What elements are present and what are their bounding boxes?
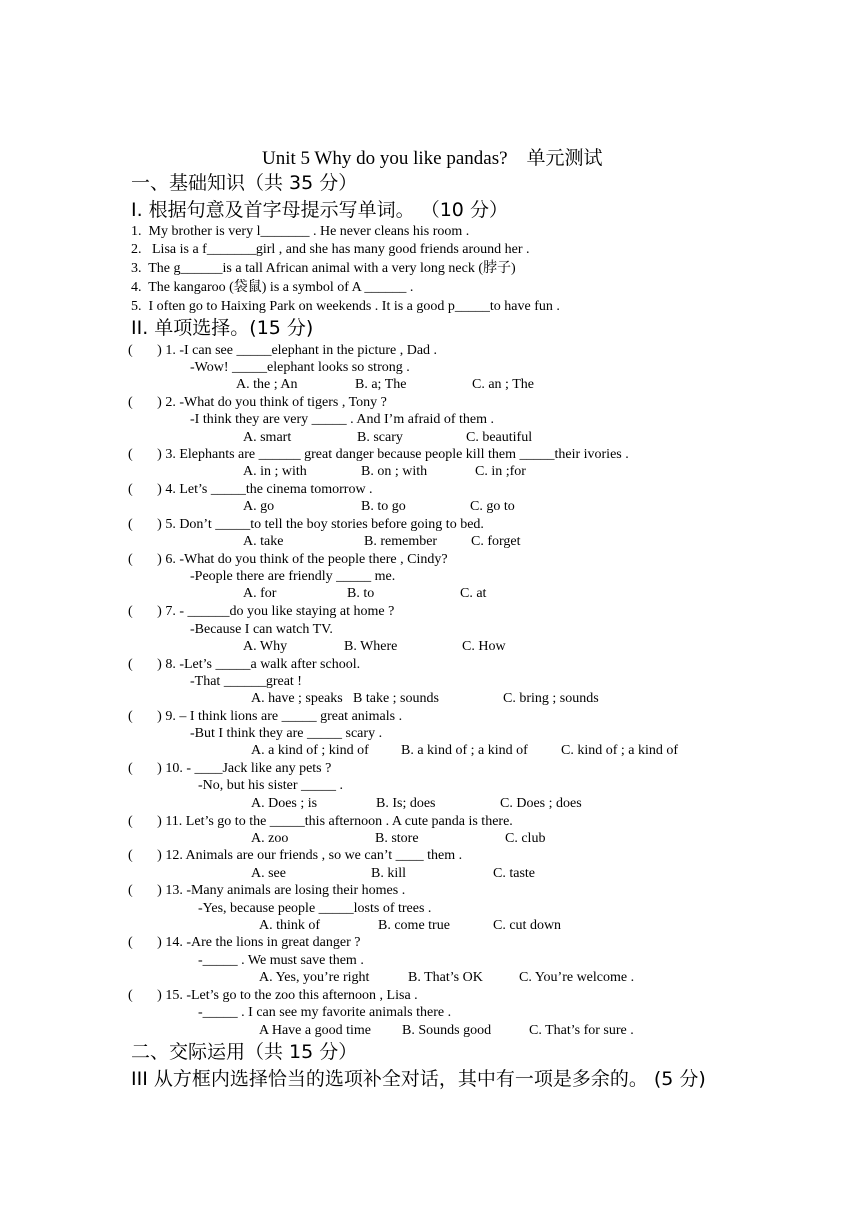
question-reply: -_____ . We must save them . bbox=[198, 953, 364, 968]
answer-option: B. kill bbox=[371, 866, 407, 881]
answer-option: C. taste bbox=[493, 866, 535, 881]
question-stem: ( ) 12. Animals are our friends , so we can’t ____ them . bbox=[128, 848, 463, 863]
answer-option: A. in ; with bbox=[243, 464, 307, 479]
answer-option: C. an ; The bbox=[472, 377, 534, 392]
part-ii-heading: II. 单项选择。(15 分) bbox=[131, 317, 314, 339]
question-reply: -People there are friendly _____ me. bbox=[190, 569, 396, 584]
answer-option: A Have a good time bbox=[259, 1023, 371, 1038]
question-reply: -_____ . I can see my favorite animals there . bbox=[198, 1005, 452, 1020]
answer-option: C. forget bbox=[471, 534, 521, 549]
answer-option: B. Where bbox=[344, 639, 398, 654]
answer-option: B. to go bbox=[361, 499, 406, 514]
answer-option: B. come true bbox=[378, 918, 450, 933]
part-iii-heading: III 从方框内选择恰当的选项补全对话，其中有一项是多余的。 (5 分) bbox=[131, 1068, 706, 1090]
answer-option: B. scary bbox=[357, 430, 403, 445]
answer-option: C. club bbox=[505, 831, 546, 846]
question-reply: -Yes, because people _____losts of trees . bbox=[198, 901, 432, 916]
answer-option: C. kind of ; a kind of bbox=[561, 743, 679, 758]
question-stem: ( ) 10. - ____Jack like any pets ? bbox=[128, 761, 332, 776]
answer-option: A. for bbox=[243, 586, 277, 601]
question-stem: ( ) 6. -What do you think of the people there , Cindy? bbox=[128, 552, 448, 567]
question-stem: ( ) 13. -Many animals are losing their homes . bbox=[128, 883, 406, 898]
answer-option: A. think of bbox=[259, 918, 321, 933]
question-stem: ( ) 14. -Are the lions in great danger ? bbox=[128, 935, 361, 950]
answer-option: A. zoo bbox=[251, 831, 289, 846]
answer-option: C. at bbox=[460, 586, 487, 601]
question-stem: ( ) 7. - ______do you like staying at home ? bbox=[128, 604, 395, 619]
section-heading-1: 一、基础知识（共 35 分） bbox=[131, 172, 358, 194]
question-stem: ( ) 3. Elephants are ______ great danger because people kill them _____their ivories . bbox=[128, 447, 629, 462]
answer-option: A. the ; An bbox=[236, 377, 298, 392]
answer-option: C. How bbox=[462, 639, 506, 654]
answer-option: A. Does ; is bbox=[251, 796, 318, 811]
answer-option: B. store bbox=[375, 831, 419, 846]
answer-option: A. see bbox=[251, 866, 286, 881]
question-stem: ( ) 5. Don’t _____to tell the boy stories before going to bed. bbox=[128, 517, 484, 532]
part-i-item: 4. The kangaroo (袋鼠) is a symbol of A ______ . bbox=[131, 280, 414, 295]
answer-option: C. You’re welcome . bbox=[519, 970, 635, 985]
question-stem: ( ) 11. Let’s go to the _____this afternoon . A cute panda is there. bbox=[128, 814, 513, 829]
answer-option: B. Is; does bbox=[376, 796, 436, 811]
answer-option: C. bring ; sounds bbox=[503, 691, 599, 706]
section-heading-2: 二、交际运用（共 15 分） bbox=[131, 1041, 358, 1063]
answer-option: A. smart bbox=[243, 430, 292, 445]
part-i-item: 3. The g______is a tall African animal with a very long neck (脖子) bbox=[131, 261, 516, 276]
answer-option: B take ; sounds bbox=[353, 691, 439, 706]
question-reply: -I think they are very _____ . And I’m afraid of them . bbox=[190, 412, 495, 427]
answer-option: A. take bbox=[243, 534, 284, 549]
answer-option: B. on ; with bbox=[361, 464, 428, 479]
question-reply: -That ______great ! bbox=[190, 674, 302, 689]
page-title: Unit 5 Why do you like pandas? 单元测试 bbox=[262, 148, 603, 169]
answer-option: A. have ; speaks bbox=[251, 691, 343, 706]
question-stem: ( ) 1. -I can see _____elephant in the picture , Dad . bbox=[128, 343, 438, 358]
answer-option: B. Sounds good bbox=[402, 1023, 492, 1038]
part-i-item: 2. Lisa is a f_______girl , and she has many good friends around her . bbox=[131, 242, 530, 257]
question-stem: ( ) 8. -Let’s _____a walk after school. bbox=[128, 657, 361, 672]
question-stem: ( ) 2. -What do you think of tigers , Tony ? bbox=[128, 395, 387, 410]
answer-option: A. Why bbox=[243, 639, 288, 654]
answer-option: A. a kind of ; kind of bbox=[251, 743, 369, 758]
answer-option: B. a; The bbox=[355, 377, 407, 392]
question-stem: ( ) 4. Let’s _____the cinema tomorrow . bbox=[128, 482, 373, 497]
question-reply: -But I think they are _____ scary . bbox=[190, 726, 383, 741]
question-stem: ( ) 15. -Let’s go to the zoo this afternoon , Lisa . bbox=[128, 988, 418, 1003]
part-i-heading: I. 根据句意及首字母提示写单词。 （10 分） bbox=[131, 199, 508, 221]
answer-option: A. Yes, you’re right bbox=[259, 970, 370, 985]
question-stem: ( ) 9. – I think lions are _____ great animals . bbox=[128, 709, 403, 724]
question-reply: -Wow! _____elephant looks so strong . bbox=[190, 360, 410, 375]
answer-option: C. in ;for bbox=[475, 464, 526, 479]
answer-option: B. That’s OK bbox=[408, 970, 483, 985]
answer-option: C. cut down bbox=[493, 918, 562, 933]
answer-option: A. go bbox=[243, 499, 275, 514]
answer-option: B. to bbox=[347, 586, 375, 601]
answer-option: B. remember bbox=[364, 534, 438, 549]
answer-option: C. That’s for sure . bbox=[529, 1023, 634, 1038]
answer-option: C. beautiful bbox=[466, 430, 533, 445]
part-i-item: 5. I often go to Haixing Park on weekends . It is a good p_____to have fun . bbox=[131, 299, 560, 314]
part-i-item: 1. My brother is very l_______ . He never cleans his room . bbox=[131, 224, 470, 239]
answer-option: C. go to bbox=[470, 499, 515, 514]
answer-option: C. Does ; does bbox=[500, 796, 582, 811]
question-reply: -Because I can watch TV. bbox=[190, 622, 333, 637]
answer-option: B. a kind of ; a kind of bbox=[401, 743, 528, 758]
question-reply: -No, but his sister _____ . bbox=[198, 778, 344, 793]
